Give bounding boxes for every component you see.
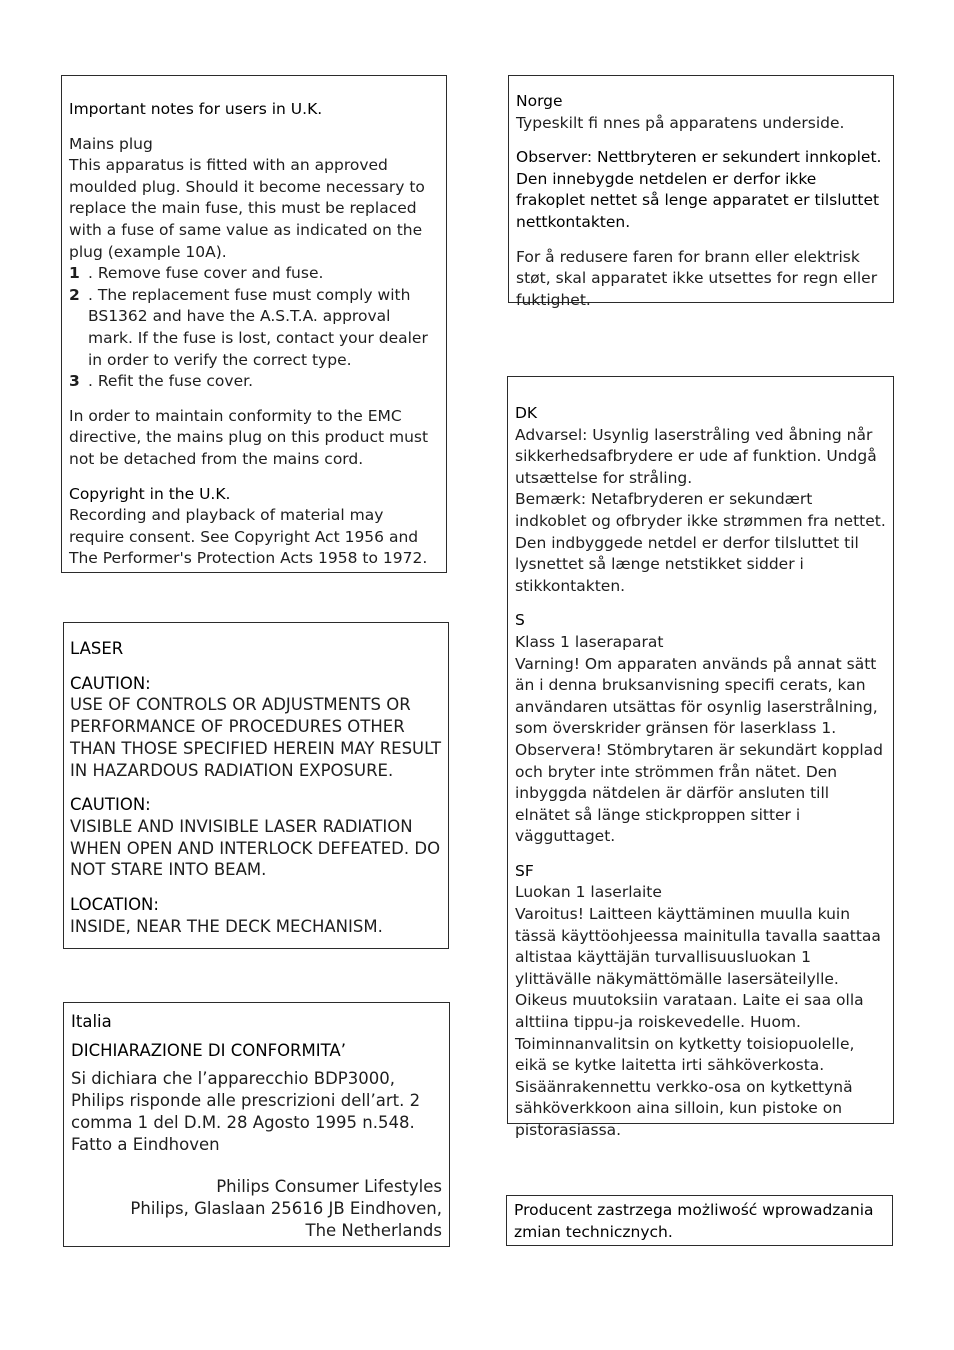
nordic-laser-box: [507, 376, 894, 1139]
copyright-heading: Copyright in the U.K.: [69, 484, 231, 503]
copyright-text: Recording and playback of material may require consent. See Copyright Act 1956 and The Performer's Protection Acts 1958 to 1972.: [69, 506, 428, 568]
step-number: 1: [69, 264, 80, 283]
caution-heading: CAUTION:: [70, 673, 151, 693]
dk-note-text: Bemærk: Netafbryderen er sekundært indkoblet og ofbryder ikke strømmen fra nettet. Den indbyggede netdel er derfor tilsluttet til lysnettet så længe netstikket sidder i stikkontakten.: [515, 490, 886, 595]
company-address: Philips, Glaslaan 25616 JB Eindhoven,: [130, 1198, 442, 1218]
sf-note-text: Oikeus muutoksiin varataan. Laite ei saa olla alttiina tippu-ja roiskevedelle. Huom. Toiminnanvalitsin on kytketty toisiopuolelle, eikä se kytke laitetta irti sähköverkosta. Sisäänrakennettu verkko-osa on kytkettynä sähköverkkoon aina silloin, kun pistoke on pistorasiassa.: [515, 991, 864, 1139]
poland-text: Producent zastrzega możliwość wprowadzania zmian technicznych.: [514, 1201, 874, 1241]
step-number: 3: [69, 372, 80, 391]
caution-text: VISIBLE AND INVISIBLE LASER RADIATION WHEN OPEN AND INTERLOCK DEFEATED. DO NOT STARE INTO BEAM.: [70, 816, 441, 880]
place-text: Fatto a Eindhoven: [71, 1134, 220, 1154]
uk-title: Important notes for users in U.K.: [69, 100, 323, 118]
laser-title: LASER: [70, 639, 124, 658]
location-text: INSIDE, NEAR THE DECK MECHANISM.: [70, 916, 383, 936]
mains-plug-heading: Mains plug: [69, 134, 153, 153]
company-name: Philips Consumer Lifestyles: [216, 1177, 442, 1197]
conformity-text: Si dichiara che l’apparecchio BDP3000, Philips risponde alle prescrizioni dell’art. 2 comma 1 del D.M. 28 Agosto 1995 n.548.: [71, 1069, 421, 1132]
sf-class-text: Luokan 1 laserlaite: [515, 883, 662, 902]
norge-observer-text: Observer: Nettbryteren er sekundert innkoplet. Den innebygde netdelen er derfor ikke frakoplet nettet så lenge apparatet er tilsluttet nettkontakten.: [516, 148, 882, 231]
sf-warning-text: Varoitus! Laitteen käyttäminen muulla kuin tässä käyttöohjeessa mainitulla tavalla saattaa altistaa käyttäjän turvallisuusluokan 1 ylittävälle näkymättömälle lasersäteilylle.: [515, 905, 881, 988]
sf-heading: SF: [515, 861, 534, 880]
s-note-text: Observera! Stömbrytaren är sekundärt kopplad och bryter inte strömmen från nätet. Den inbyggda nätdelen är därför ansluten till elnätet så länge stickproppen sitter i vägguttaget.: [515, 740, 884, 846]
uk-notice-box: [61, 75, 447, 573]
step-text: . The replacement fuse must comply with BS1362 and have the A.S.T.A. approval mark. If the fuse is lost, contact your dealer in order to verify the correct type.: [88, 285, 428, 369]
italia-title: Italia: [71, 1012, 112, 1031]
mains-plug-text: This apparatus is fitted with an approved moulded plug. Should it become necessary to replace the main fuse, this must be replaced with a fuse of same value as indicated on the plug (example 10A).: [69, 156, 425, 261]
location-heading: LOCATION:: [70, 895, 159, 915]
laser-caution-box: [63, 622, 449, 949]
conformity-heading: DICHIARAZIONE DI CONFORMITA’: [71, 1040, 346, 1060]
caution-text: USE OF CONTROLS OR ADJUSTMENTS OR PERFORMANCE OF PROCEDURES OTHER THAN THOSE SPECIFIED HEREIN MAY RESULT IN HAZARDOUS RADIATION EXPOSURE.: [70, 695, 442, 780]
s-warning-text: Varning! Om apparaten används på annat sätt än i denna bruksanvisning specifi cerats, kan användaren utsättas för osynlig laserstrålning, som överskrider gränsen för laserklass 1.: [515, 654, 878, 738]
dk-heading: DK: [515, 404, 538, 422]
company-country: The Netherlands: [305, 1220, 442, 1240]
poland-notice-box: [506, 1195, 893, 1246]
fuse-step: [69, 285, 439, 371]
step-text: . Remove fuse cover and fuse.: [88, 264, 324, 283]
emc-text: In order to maintain conformity to the EMC directive, the mains plug on this product must not be detached from the mains cord.: [69, 406, 429, 468]
italia-conformity-box: [63, 1002, 450, 1247]
step-text: . Refit the fuse cover.: [88, 372, 254, 391]
step-number: 2: [69, 285, 80, 304]
s-class-text: Klass 1 laseraparat: [515, 632, 664, 651]
norge-notice-box: [508, 75, 894, 309]
norge-nameplate-text: Typeskilt fi nnes på apparatens underside.: [516, 113, 845, 132]
fuse-steps-list: [69, 263, 439, 393]
norge-warning-text: For å redusere faren for brann eller elektrisk støt, skal apparatet ikke utsettes for regn eller fuktighet.: [516, 247, 878, 309]
fuse-step: [69, 263, 439, 285]
caution-heading: CAUTION:: [70, 795, 151, 815]
norge-title: Norge: [516, 92, 563, 110]
s-heading: S: [515, 611, 525, 630]
dk-warning-text: Advarsel: Usynlig laserstråling ved åbning når sikkerhedsafbrydere er ude af funktion. Undgå utsættelse for stråling.: [515, 425, 877, 487]
fuse-step: [69, 371, 439, 393]
